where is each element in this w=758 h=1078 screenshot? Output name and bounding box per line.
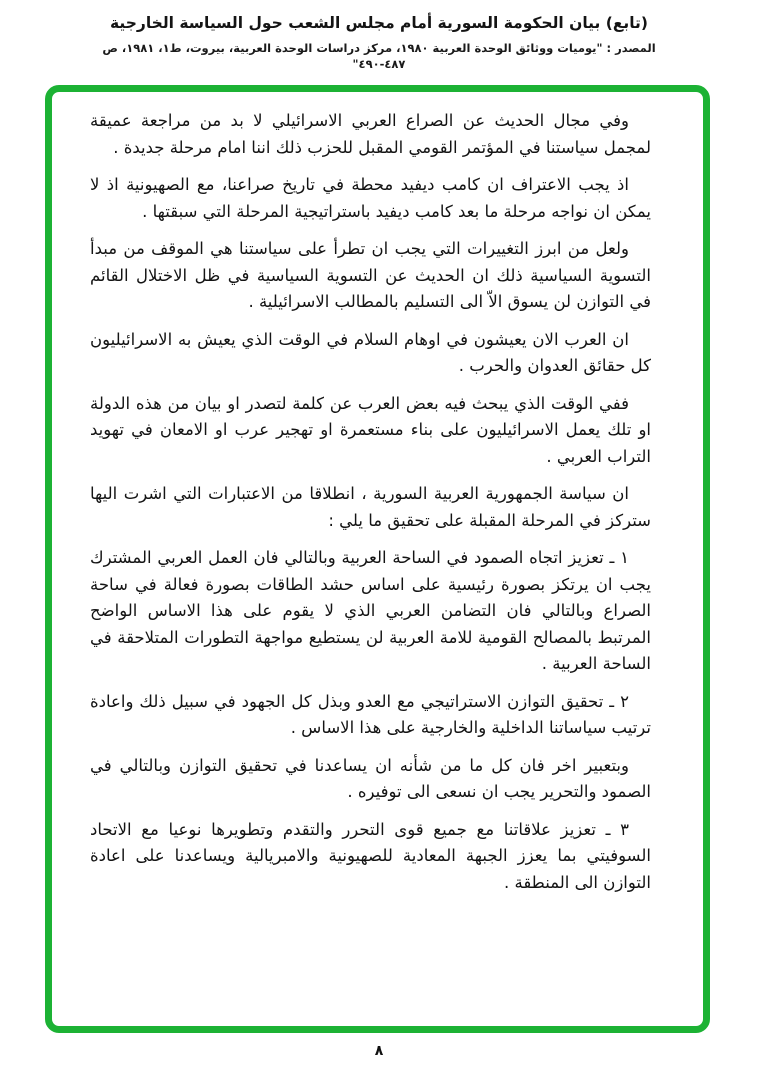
paragraph: ١ ـ تعزيز اتجاه الصمود في الساحة العربية وبالتالي فان العمل العربي المشترك يجب ان يرتكز بصورة رئيسية على اساس حشد الطاقات بصورة فعالة في ساحة الصراع وبالتالي فان التضامن العربي الذي لا يقوم على هذا الاساس الواضح المرتبط بالمصالح القومية للامة العربية لن يستطيع مواجهة التطورات المتلاحقة في الساحة العربية . (90, 548, 651, 673)
paragraph: وفي مجال الحديث عن الصراع العربي الاسرائيلي لا بد من مراجعة عميقة لمجمل سياستنا في المؤتمر القومي المقبل للحزب ذلك اننا امام مرحلة جديدة . (90, 111, 651, 157)
green-border-frame (45, 85, 710, 1033)
document-header (0, 12, 758, 72)
paragraph: ٣ ـ تعزيز علاقاتنا مع جميع قوى التحرر والتقدم وتطويرها نوعيا مع الاتحاد السوفيتي بما يعزز الجبهة المعادية للصهيونية والامبريالية ويساعدنا على اعادة التوازن الى المنطقة . (90, 819, 651, 892)
source-citation: المصدر : "يوميات ووثائق الوحدة العربية ١٩٨٠، مركز دراسات الوحدة العربية، بيروت، ط١، ١٩٨١، ص ٤٨٧-٤٩٠" (102, 41, 656, 71)
paragraph: ففي الوقت الذي يبحث فيه بعض العرب عن كلمة لتصدر او بيان من هذه الدولة او تلك يعمل الاسرائيليون على بناء مستعمرة او تهجير عرب او الامعان في تهويد التراب العربي . (90, 393, 651, 466)
paragraph: اذ يجب الاعتراف ان كامب ديفيد محطة في تاريخ صراعنا، مع الصهيونية اذ لا يمكن ان نواجه مرحلة ما بعد كامب ديفيد باستراتيجية المرحلة التي سبقتها . (90, 175, 651, 221)
page-number: ٨ (374, 1043, 384, 1059)
paragraph: ولعل من ابرز التغييرات التي يجب ان تطرأ على سياستنا هي الموقف من مبدأ التسوية السياسية ذلك ان الحديث عن التسوية السياسية في ظل الاختلال القائم في التوازن لن يسوق الاّ الى التسليم بالمطالب الاسرائيلية . (90, 239, 651, 311)
paragraph: ٢ ـ تحقيق التوازن الاستراتيجي مع العدو وبذل كل الجهود في سبيل ذلك واعادة ترتيب سياساتنا الداخلية والخارجية على هذا الاساس . (90, 691, 651, 737)
paragraph: ان العرب الان يعيشون في اوهام السلام في الوقت الذي يعيش به الاسرائيليون كل حقائق العدوان والحرب . (90, 329, 651, 375)
paragraph: وبتعبير اخر فان كل ما من شأنه ان يساعدنا في تحقيق التوازن وبالتالي في الصمود والتحرير يجب ان نسعى الى توفيره . (90, 755, 651, 801)
paragraph: ان سياسة الجمهورية العربية السورية ، انطلاقا من الاعتبارات التي اشرت اليها ستركز في المرحلة المقبلة على تحقيق ما يلي : (90, 484, 651, 530)
page-title: (تابع) بيان الحكومة السورية أمام مجلس الشعب حول السياسة الخارجية (110, 14, 648, 32)
body-text (90, 108, 651, 907)
